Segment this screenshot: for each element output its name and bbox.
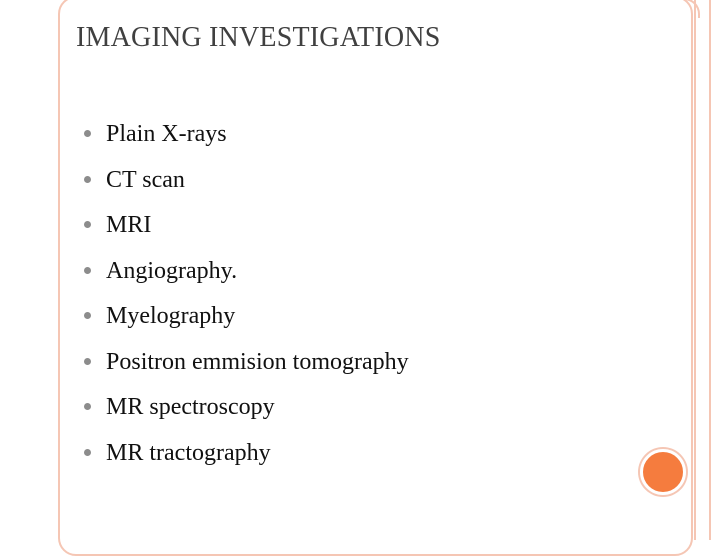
list-item-text: Angiography.: [106, 257, 238, 284]
list-item: [84, 346, 409, 392]
list-item-text: MRI: [106, 212, 152, 238]
list-item-text: MR spectroscopy: [106, 394, 275, 420]
bullet-icon: [84, 449, 91, 456]
list-item-text: Myelography: [106, 303, 236, 329]
bullet-icon: [84, 312, 91, 319]
list-item: [84, 391, 409, 437]
decorative-corner: [676, 0, 700, 18]
bullet-icon: [84, 221, 91, 228]
slide-title: IMAGING INVESTIGATIONS: [76, 22, 441, 53]
decorative-band-line: [694, 0, 696, 540]
list-item: [84, 209, 409, 255]
list-item-text: CT scan: [106, 166, 185, 193]
list-item-text: MR tractography: [106, 439, 271, 466]
list-item: [84, 255, 409, 301]
bullet-icon: [84, 130, 91, 137]
list-item: [84, 437, 409, 483]
bullet-icon: [84, 267, 91, 274]
accent-circle-icon: [640, 449, 686, 495]
list-item-text: Plain X-rays: [106, 121, 227, 147]
decorative-band-line: [709, 0, 711, 540]
list-item: [84, 300, 409, 346]
bullet-icon: [84, 358, 91, 365]
list-item: [84, 164, 409, 210]
bullet-icon: [84, 176, 91, 183]
list-item-text: Positron emmision tomography: [106, 348, 409, 375]
list-item: [84, 118, 409, 164]
bullet-icon: [84, 403, 91, 410]
bullet-list: [84, 118, 409, 482]
